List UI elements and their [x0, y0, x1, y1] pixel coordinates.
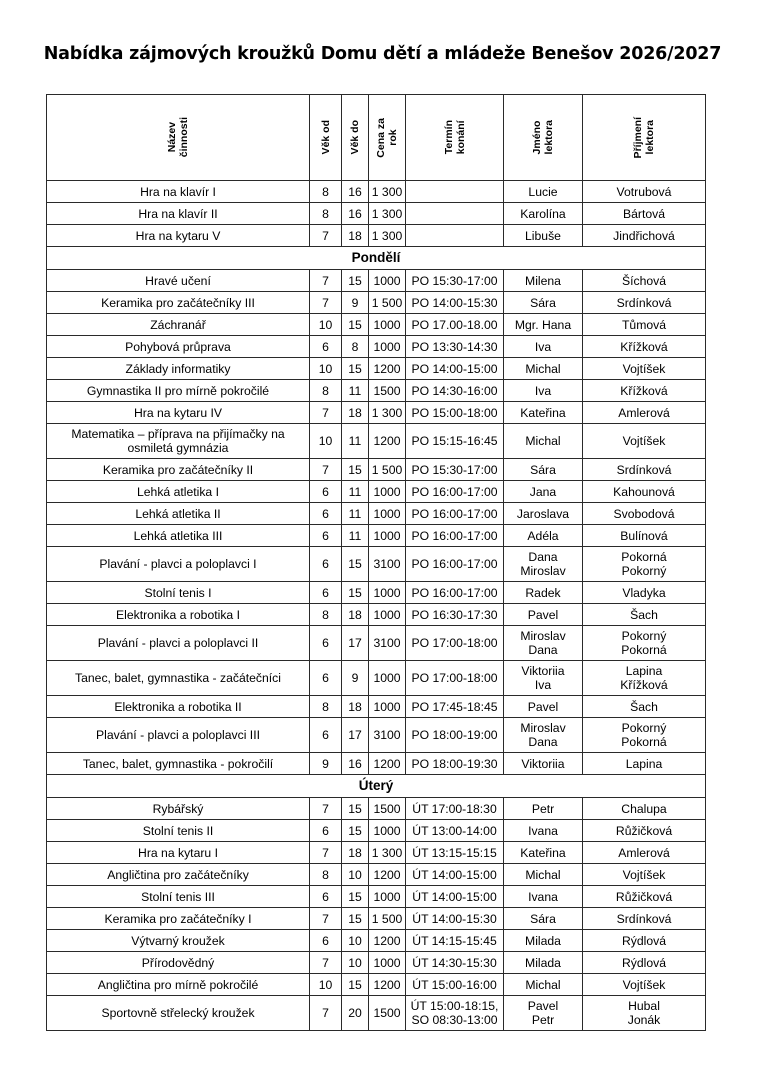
cell-lecturer-first-name: Michal	[504, 974, 583, 996]
cell-age-from: 7	[310, 270, 342, 292]
header-age-to: Věk do	[342, 95, 369, 181]
cell-schedule: PO 18:00-19:00	[406, 718, 504, 753]
table-row	[47, 181, 706, 203]
cell-age-from: 7	[310, 908, 342, 930]
table-row	[47, 798, 706, 820]
cell-age-from: 7	[310, 292, 342, 314]
cell-schedule: PO 17:45-18:45	[406, 696, 504, 718]
header-age-from: Věk od	[310, 95, 342, 181]
header-schedule: Termín konání	[406, 95, 504, 181]
cell-activity-name: Lehká atletika II	[47, 503, 310, 525]
cell-lecturer-last-name: Lapina Křížková	[583, 661, 706, 696]
cell-lecturer-first-name: Jaroslava	[504, 503, 583, 525]
cell-lecturer-last-name: Votrubová	[583, 181, 706, 203]
cell-activity-name: Lehká atletika I	[47, 481, 310, 503]
cell-age-from: 6	[310, 718, 342, 753]
cell-schedule: PO 18:00-19:30	[406, 753, 504, 775]
table-row	[47, 525, 706, 547]
cell-age-from: 8	[310, 696, 342, 718]
cell-age-from: 7	[310, 402, 342, 424]
cell-age-from: 6	[310, 820, 342, 842]
table-row	[47, 718, 706, 753]
table-row	[47, 314, 706, 336]
cell-age-to: 18	[342, 696, 369, 718]
cell-age-to: 20	[342, 996, 369, 1031]
cell-activity-name: Plavání - plavci a poloplavci III	[47, 718, 310, 753]
cell-age-from: 8	[310, 181, 342, 203]
cell-age-to: 16	[342, 203, 369, 225]
cell-activity-name: Stolní tenis II	[47, 820, 310, 842]
cell-activity-name: Plavání - plavci a poloplavci I	[47, 547, 310, 582]
table-row	[47, 582, 706, 604]
table-row	[47, 481, 706, 503]
cell-price: 1 500	[369, 908, 406, 930]
cell-age-to: 15	[342, 886, 369, 908]
cell-age-to: 15	[342, 908, 369, 930]
cell-lecturer-last-name: Šach	[583, 696, 706, 718]
cell-activity-name: Angličtina pro mírně pokročilé	[47, 974, 310, 996]
cell-age-from: 6	[310, 661, 342, 696]
cell-schedule: PO 14:30-16:00	[406, 380, 504, 402]
cell-schedule	[406, 203, 504, 225]
cell-price: 1200	[369, 424, 406, 459]
cell-age-to: 10	[342, 864, 369, 886]
table-row	[47, 842, 706, 864]
cell-schedule: PO 14:00-15:30	[406, 292, 504, 314]
cell-lecturer-last-name: Pokorná Pokorný	[583, 547, 706, 582]
cell-price: 1000	[369, 481, 406, 503]
cell-schedule: PO 16:30-17:30	[406, 604, 504, 626]
cell-age-to: 15	[342, 798, 369, 820]
table-row	[47, 336, 706, 358]
cell-lecturer-first-name: Adéla	[504, 525, 583, 547]
table-row	[47, 547, 706, 582]
cell-age-to: 16	[342, 753, 369, 775]
cell-age-to: 11	[342, 525, 369, 547]
cell-age-to: 15	[342, 820, 369, 842]
cell-price: 1000	[369, 525, 406, 547]
cell-age-from: 7	[310, 798, 342, 820]
cell-age-to: 18	[342, 402, 369, 424]
table-row	[47, 696, 706, 718]
cell-schedule: ÚT 14:15-15:45	[406, 930, 504, 952]
table-row	[47, 380, 706, 402]
table-row	[47, 270, 706, 292]
cell-activity-name: Elektronika a robotika I	[47, 604, 310, 626]
cell-lecturer-last-name: Růžičková	[583, 886, 706, 908]
table-row	[47, 996, 706, 1031]
cell-price: 1 300	[369, 402, 406, 424]
cell-price: 1 500	[369, 459, 406, 481]
cell-schedule: ÚT 13:15-15:15	[406, 842, 504, 864]
cell-price: 1000	[369, 661, 406, 696]
cell-age-to: 15	[342, 459, 369, 481]
table-row	[47, 626, 706, 661]
cell-activity-name: Záchranář	[47, 314, 310, 336]
cell-activity-name: Výtvarný kroužek	[47, 930, 310, 952]
cell-price: 3100	[369, 718, 406, 753]
cell-price: 1200	[369, 974, 406, 996]
cell-age-from: 9	[310, 753, 342, 775]
cell-lecturer-last-name: Srdínková	[583, 459, 706, 481]
cell-lecturer-last-name: Amlerová	[583, 402, 706, 424]
cell-age-to: 18	[342, 842, 369, 864]
cell-schedule: PO 17:00-18:00	[406, 661, 504, 696]
cell-lecturer-last-name: Růžičková	[583, 820, 706, 842]
cell-price: 1000	[369, 886, 406, 908]
cell-activity-name: Hravé učení	[47, 270, 310, 292]
cell-lecturer-first-name: Radek	[504, 582, 583, 604]
cell-price: 1 500	[369, 292, 406, 314]
cell-schedule: PO 16:00-17:00	[406, 582, 504, 604]
cell-price: 1000	[369, 604, 406, 626]
cell-lecturer-first-name: Kateřina	[504, 842, 583, 864]
cell-activity-name: Plavání - plavci a poloplavci II	[47, 626, 310, 661]
cell-age-from: 6	[310, 930, 342, 952]
cell-schedule: ÚT 14:30-15:30	[406, 952, 504, 974]
cell-age-from: 6	[310, 336, 342, 358]
cell-price: 1200	[369, 864, 406, 886]
cell-lecturer-first-name: Ivana	[504, 820, 583, 842]
table-row	[47, 930, 706, 952]
cell-schedule: PO 15:15-16:45	[406, 424, 504, 459]
cell-activity-name: Keramika pro začátečníky III	[47, 292, 310, 314]
cell-age-to: 11	[342, 424, 369, 459]
cell-lecturer-first-name: Miroslav Dana	[504, 718, 583, 753]
header-lecturer-first-name: Jméno lektora	[504, 95, 583, 181]
cell-age-from: 6	[310, 481, 342, 503]
cell-age-from: 10	[310, 424, 342, 459]
cell-lecturer-first-name: Milena	[504, 270, 583, 292]
table-row	[47, 952, 706, 974]
cell-schedule: PO 16:00-17:00	[406, 503, 504, 525]
cell-activity-name: Hra na kytaru V	[47, 225, 310, 247]
cell-lecturer-first-name: Pavel	[504, 604, 583, 626]
table-row	[47, 908, 706, 930]
cell-schedule: ÚT 15:00-18:15, SO 08:30-13:00	[406, 996, 504, 1031]
cell-activity-name: Stolní tenis III	[47, 886, 310, 908]
cell-price: 1000	[369, 503, 406, 525]
cell-age-to: 16	[342, 181, 369, 203]
cell-price: 1500	[369, 380, 406, 402]
cell-lecturer-last-name: Kahounová	[583, 481, 706, 503]
activities-table	[46, 94, 706, 1031]
cell-lecturer-last-name: Vojtíšek	[583, 864, 706, 886]
table-row	[47, 424, 706, 459]
table-row	[47, 203, 706, 225]
cell-lecturer-first-name: Milada	[504, 930, 583, 952]
table-row	[47, 820, 706, 842]
cell-lecturer-last-name: Rýdlová	[583, 952, 706, 974]
cell-activity-name: Tanec, balet, gymnastika - pokročilí	[47, 753, 310, 775]
header-price: Cena za rok	[369, 95, 406, 181]
section-row	[47, 247, 706, 270]
cell-lecturer-first-name: Petr	[504, 798, 583, 820]
table-row	[47, 753, 706, 775]
cell-age-from: 6	[310, 582, 342, 604]
cell-age-from: 10	[310, 358, 342, 380]
cell-price: 3100	[369, 547, 406, 582]
cell-lecturer-last-name: Tůmová	[583, 314, 706, 336]
header-activity-name: Název činnosti	[47, 95, 310, 181]
cell-schedule: ÚT 14:00-15:00	[406, 864, 504, 886]
table-row	[47, 358, 706, 380]
cell-activity-name: Hra na kytaru IV	[47, 402, 310, 424]
cell-activity-name: Matematika – příprava na přijímačky na osmiletá gymnázia	[47, 424, 310, 459]
cell-price: 1 300	[369, 225, 406, 247]
cell-price: 1000	[369, 336, 406, 358]
cell-price: 1500	[369, 798, 406, 820]
cell-activity-name: Pohybová průprava	[47, 336, 310, 358]
cell-age-from: 7	[310, 225, 342, 247]
cell-age-to: 9	[342, 292, 369, 314]
cell-lecturer-last-name: Lapina	[583, 753, 706, 775]
section-heading: Pondělí	[47, 247, 706, 270]
cell-activity-name: Tanec, balet, gymnastika - začátečníci	[47, 661, 310, 696]
table-row	[47, 459, 706, 481]
cell-activity-name: Lehká atletika III	[47, 525, 310, 547]
cell-lecturer-last-name: Vojtíšek	[583, 358, 706, 380]
cell-age-from: 8	[310, 864, 342, 886]
cell-lecturer-last-name: Pokorný Pokorná	[583, 626, 706, 661]
cell-age-to: 18	[342, 604, 369, 626]
cell-activity-name: Hra na klavír II	[47, 203, 310, 225]
cell-lecturer-first-name: Sára	[504, 908, 583, 930]
cell-schedule: PO 17.00-18.00	[406, 314, 504, 336]
cell-price: 1200	[369, 930, 406, 952]
cell-lecturer-last-name: Křížková	[583, 336, 706, 358]
cell-lecturer-last-name: Pokorný Pokorná	[583, 718, 706, 753]
cell-age-to: 8	[342, 336, 369, 358]
cell-schedule: ÚT 17:00-18:30	[406, 798, 504, 820]
cell-schedule: PO 16:00-17:00	[406, 481, 504, 503]
cell-age-from: 7	[310, 996, 342, 1031]
cell-activity-name: Angličtina pro začátečníky	[47, 864, 310, 886]
cell-age-to: 15	[342, 582, 369, 604]
cell-lecturer-last-name: Bártová	[583, 203, 706, 225]
cell-lecturer-first-name: Pavel	[504, 696, 583, 718]
cell-age-from: 6	[310, 547, 342, 582]
table-row	[47, 503, 706, 525]
cell-price: 1200	[369, 753, 406, 775]
cell-price: 1000	[369, 820, 406, 842]
cell-age-to: 11	[342, 503, 369, 525]
cell-lecturer-last-name: Jindřichová	[583, 225, 706, 247]
table-row	[47, 225, 706, 247]
table-row	[47, 292, 706, 314]
cell-lecturer-first-name: Sára	[504, 459, 583, 481]
cell-price: 1 300	[369, 842, 406, 864]
cell-price: 1200	[369, 358, 406, 380]
cell-schedule: ÚT 15:00-16:00	[406, 974, 504, 996]
cell-lecturer-last-name: Srdínková	[583, 908, 706, 930]
cell-age-to: 17	[342, 718, 369, 753]
cell-schedule: PO 16:00-17:00	[406, 547, 504, 582]
cell-age-from: 6	[310, 886, 342, 908]
cell-age-from: 6	[310, 503, 342, 525]
cell-schedule: PO 13:30-14:30	[406, 336, 504, 358]
cell-activity-name: Hra na kytaru I	[47, 842, 310, 864]
cell-lecturer-last-name: Šach	[583, 604, 706, 626]
cell-lecturer-first-name: Jana	[504, 481, 583, 503]
cell-age-from: 7	[310, 459, 342, 481]
cell-age-to: 18	[342, 225, 369, 247]
cell-age-to: 15	[342, 314, 369, 336]
cell-age-from: 6	[310, 525, 342, 547]
header-row	[47, 95, 706, 181]
cell-age-from: 8	[310, 604, 342, 626]
cell-lecturer-last-name: Hubal Jonák	[583, 996, 706, 1031]
cell-age-from: 7	[310, 842, 342, 864]
cell-activity-name: Přírodovědný	[47, 952, 310, 974]
cell-lecturer-first-name: Pavel Petr	[504, 996, 583, 1031]
cell-age-from: 10	[310, 974, 342, 996]
cell-lecturer-first-name: Milada	[504, 952, 583, 974]
cell-age-to: 17	[342, 626, 369, 661]
cell-age-to: 15	[342, 547, 369, 582]
cell-age-to: 11	[342, 481, 369, 503]
cell-schedule: PO 16:00-17:00	[406, 525, 504, 547]
table-row	[47, 604, 706, 626]
cell-age-from: 7	[310, 952, 342, 974]
cell-age-to: 15	[342, 974, 369, 996]
cell-activity-name: Keramika pro začátečníky I	[47, 908, 310, 930]
cell-lecturer-last-name: Křížková	[583, 380, 706, 402]
section-heading: Úterý	[47, 775, 706, 798]
cell-age-from: 10	[310, 314, 342, 336]
page-title: Nabídka zájmových kroužků Domu dětí a mládeže Benešov 2026/2027	[43, 44, 722, 64]
cell-price: 1000	[369, 270, 406, 292]
cell-schedule	[406, 225, 504, 247]
cell-lecturer-last-name: Vojtíšek	[583, 424, 706, 459]
cell-activity-name: Hra na klavír I	[47, 181, 310, 203]
cell-price: 1000	[369, 314, 406, 336]
cell-activity-name: Keramika pro začátečníky II	[47, 459, 310, 481]
cell-lecturer-first-name: Ivana	[504, 886, 583, 908]
cell-lecturer-first-name: Lucie	[504, 181, 583, 203]
cell-lecturer-first-name: Dana Miroslav	[504, 547, 583, 582]
cell-schedule: PO 17:00-18:00	[406, 626, 504, 661]
cell-activity-name: Rybářský	[47, 798, 310, 820]
cell-lecturer-first-name: Michal	[504, 864, 583, 886]
cell-age-from: 8	[310, 380, 342, 402]
cell-age-to: 15	[342, 358, 369, 380]
table-row	[47, 402, 706, 424]
cell-lecturer-last-name: Srdínková	[583, 292, 706, 314]
cell-activity-name: Sportovně střelecký kroužek	[47, 996, 310, 1031]
cell-age-to: 10	[342, 952, 369, 974]
cell-lecturer-first-name: Miroslav Dana	[504, 626, 583, 661]
cell-schedule: PO 15:30-17:00	[406, 459, 504, 481]
cell-price: 1 300	[369, 203, 406, 225]
cell-lecturer-last-name: Svobodová	[583, 503, 706, 525]
cell-schedule: ÚT 14:00-15:00	[406, 886, 504, 908]
cell-lecturer-first-name: Iva	[504, 380, 583, 402]
cell-lecturer-last-name: Chalupa	[583, 798, 706, 820]
cell-lecturer-last-name: Rýdlová	[583, 930, 706, 952]
section-row	[47, 775, 706, 798]
table-row	[47, 974, 706, 996]
cell-lecturer-first-name: Viktoriia Iva	[504, 661, 583, 696]
cell-age-to: 15	[342, 270, 369, 292]
cell-schedule: ÚT 13:00-14:00	[406, 820, 504, 842]
cell-lecturer-first-name: Libuše	[504, 225, 583, 247]
cell-price: 1000	[369, 582, 406, 604]
cell-age-to: 11	[342, 380, 369, 402]
cell-lecturer-first-name: Michal	[504, 424, 583, 459]
cell-activity-name: Stolní tenis I	[47, 582, 310, 604]
cell-activity-name: Elektronika a robotika II	[47, 696, 310, 718]
cell-schedule: PO 15:30-17:00	[406, 270, 504, 292]
cell-schedule	[406, 181, 504, 203]
table-row	[47, 661, 706, 696]
cell-schedule: PO 14:00-15:00	[406, 358, 504, 380]
cell-lecturer-first-name: Iva	[504, 336, 583, 358]
cell-age-from: 8	[310, 203, 342, 225]
cell-price: 1500	[369, 996, 406, 1031]
cell-lecturer-first-name: Kateřina	[504, 402, 583, 424]
cell-lecturer-last-name: Vladyka	[583, 582, 706, 604]
cell-lecturer-first-name: Michal	[504, 358, 583, 380]
cell-lecturer-last-name: Vojtíšek	[583, 974, 706, 996]
cell-lecturer-last-name: Bulínová	[583, 525, 706, 547]
cell-lecturer-first-name: Viktoriia	[504, 753, 583, 775]
cell-schedule: PO 15:00-18:00	[406, 402, 504, 424]
table-row	[47, 864, 706, 886]
cell-age-from: 6	[310, 626, 342, 661]
cell-price: 1000	[369, 696, 406, 718]
cell-age-to: 9	[342, 661, 369, 696]
cell-lecturer-first-name: Karolína	[504, 203, 583, 225]
cell-price: 1 300	[369, 181, 406, 203]
cell-age-to: 10	[342, 930, 369, 952]
cell-price: 1000	[369, 952, 406, 974]
cell-price: 3100	[369, 626, 406, 661]
cell-activity-name: Gymnastika II pro mírně pokročilé	[47, 380, 310, 402]
cell-schedule: ÚT 14:00-15:30	[406, 908, 504, 930]
table-row	[47, 886, 706, 908]
cell-lecturer-last-name: Šíchová	[583, 270, 706, 292]
cell-activity-name: Základy informatiky	[47, 358, 310, 380]
cell-lecturer-first-name: Mgr. Hana	[504, 314, 583, 336]
cell-lecturer-last-name: Amlerová	[583, 842, 706, 864]
cell-lecturer-first-name: Sára	[504, 292, 583, 314]
header-lecturer-last-name: Příjmení lektora	[583, 95, 706, 181]
